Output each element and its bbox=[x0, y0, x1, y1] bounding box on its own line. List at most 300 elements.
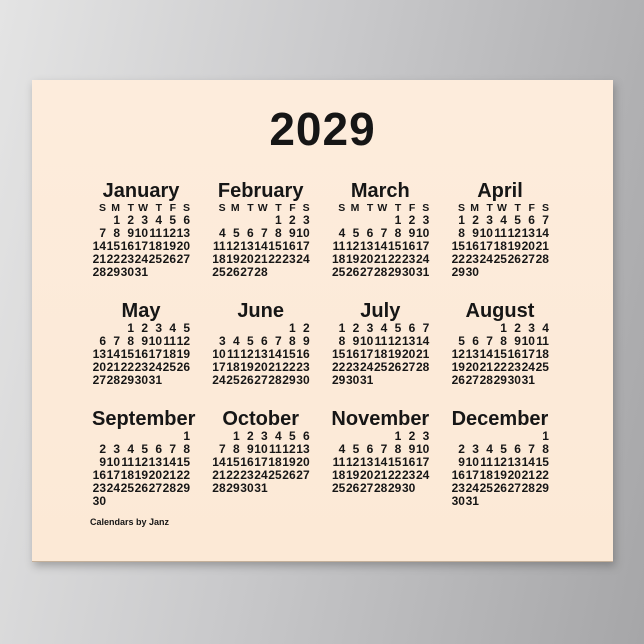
day-cell: 4 bbox=[380, 321, 388, 335]
empty-day-cell bbox=[415, 374, 429, 387]
day-cell: 10 bbox=[296, 226, 310, 240]
day-cell: 12 bbox=[507, 226, 521, 240]
day-cell: 27 bbox=[296, 468, 310, 482]
day-cell: 14 bbox=[212, 455, 226, 469]
day-cell: 28 bbox=[106, 373, 120, 387]
day-cell: 10 bbox=[148, 334, 162, 348]
day-cell: 22 bbox=[535, 468, 549, 482]
day-cell: 15 bbox=[282, 347, 296, 361]
day-cell: 18 bbox=[120, 468, 134, 482]
day-cell: 12 bbox=[134, 455, 148, 469]
day-cell: 13 bbox=[465, 347, 479, 361]
day-cell: 30 bbox=[451, 494, 465, 508]
day-cell: 10 bbox=[479, 226, 493, 240]
day-cell: 11 bbox=[332, 455, 346, 469]
day-cell: 30 bbox=[120, 265, 134, 279]
day-cell: 16 bbox=[282, 239, 296, 253]
day-cell: 7 bbox=[113, 334, 120, 348]
day-cell: 15 bbox=[120, 347, 134, 361]
day-cell: 13 bbox=[296, 442, 310, 456]
day-cell: 28 bbox=[212, 481, 226, 495]
day-cell: 9 bbox=[302, 334, 310, 348]
day-cell: 19 bbox=[451, 360, 465, 374]
day-cell: 31 bbox=[359, 373, 374, 387]
weekday-letter: T bbox=[394, 202, 402, 214]
day-cell: 20 bbox=[521, 239, 535, 253]
empty-day-cell bbox=[176, 374, 190, 387]
empty-day-cell bbox=[268, 482, 282, 495]
day-cell: 19 bbox=[345, 252, 360, 266]
day-cell: 16 bbox=[401, 455, 416, 469]
weekday-letter: S bbox=[302, 202, 310, 214]
day-cell: 7 bbox=[542, 213, 549, 227]
day-cell: 6 bbox=[514, 442, 521, 456]
day-cell: 4 bbox=[500, 213, 507, 227]
day-cell: 13 bbox=[401, 334, 416, 348]
months-grid bbox=[32, 180, 613, 508]
day-cell: 14 bbox=[268, 347, 282, 361]
day-cell: 28 bbox=[479, 373, 493, 387]
empty-day-cell bbox=[493, 495, 507, 508]
day-cell: 25 bbox=[226, 373, 240, 387]
day-cell: 16 bbox=[345, 347, 360, 361]
day-cell: 23 bbox=[92, 481, 106, 495]
day-cell: 21 bbox=[415, 347, 430, 361]
day-cell: 14 bbox=[92, 239, 106, 253]
empty-day-cell bbox=[176, 266, 190, 279]
day-cell: 24 bbox=[254, 468, 268, 482]
day-cell: 12 bbox=[387, 334, 402, 348]
day-cell: 3 bbox=[422, 213, 430, 227]
year-title: 2029 bbox=[269, 103, 376, 155]
day-cell: 5 bbox=[183, 321, 190, 335]
day-cell: 4 bbox=[486, 442, 493, 456]
empty-day-cell bbox=[162, 374, 176, 387]
day-cell: 2 bbox=[288, 213, 296, 227]
day-cell: 8 bbox=[394, 442, 402, 456]
day-cell: 29 bbox=[120, 373, 134, 387]
day-cell: 27 bbox=[507, 481, 521, 495]
day-cell: 18 bbox=[479, 468, 493, 482]
day-cell: 30 bbox=[134, 373, 148, 387]
day-cell: 29 bbox=[331, 373, 346, 387]
day-cell: 22 bbox=[451, 252, 465, 266]
day-cell: 14 bbox=[535, 226, 549, 240]
day-cell: 27 bbox=[465, 373, 479, 387]
day-cell: 30 bbox=[240, 481, 254, 495]
day-cell: 13 bbox=[507, 455, 521, 469]
day-cell: 24 bbox=[148, 360, 162, 374]
empty-day-cell bbox=[106, 495, 120, 508]
day-cell: 6 bbox=[246, 226, 254, 240]
calendar-poster bbox=[32, 80, 613, 562]
day-cell: 25 bbox=[373, 360, 388, 374]
day-cell: 3 bbox=[113, 442, 120, 456]
day-cell: 1 bbox=[338, 321, 346, 335]
day-cell: 12 bbox=[493, 455, 507, 469]
day-cell: 24 bbox=[106, 481, 120, 495]
day-cell: 21 bbox=[212, 468, 226, 482]
day-cell: 29 bbox=[387, 481, 402, 495]
empty-day-cell bbox=[134, 495, 148, 508]
day-cell: 15 bbox=[106, 239, 120, 253]
day-cell: 27 bbox=[401, 360, 416, 374]
weekday-letter: S bbox=[541, 202, 549, 214]
day-cell: 24 bbox=[415, 468, 430, 482]
day-cell: 13 bbox=[240, 239, 254, 253]
week-row bbox=[212, 266, 310, 279]
weekday-letter: M bbox=[230, 202, 240, 214]
week-row bbox=[451, 495, 549, 508]
empty-day-cell bbox=[493, 266, 507, 279]
day-cell: 6 bbox=[366, 442, 374, 456]
day-cell: 10 bbox=[465, 455, 479, 469]
day-cell: 10 bbox=[254, 442, 268, 456]
day-cell: 25 bbox=[331, 265, 346, 279]
day-cell: 3 bbox=[422, 429, 430, 443]
day-cell: 26 bbox=[134, 481, 148, 495]
month-title: March bbox=[350, 180, 410, 202]
day-cell: 30 bbox=[92, 494, 106, 508]
month-title: February bbox=[217, 180, 304, 202]
day-cell: 2 bbox=[302, 321, 310, 335]
week-row bbox=[331, 482, 429, 495]
day-cell: 23 bbox=[345, 360, 360, 374]
day-cell: 12 bbox=[162, 226, 176, 240]
day-cell: 29 bbox=[176, 481, 190, 495]
day-cell: 19 bbox=[176, 347, 190, 361]
day-cell: 2 bbox=[472, 213, 479, 227]
day-cell: 15 bbox=[387, 455, 402, 469]
day-cell: 25 bbox=[148, 252, 162, 266]
day-cell: 20 bbox=[92, 360, 106, 374]
day-cell: 13 bbox=[92, 347, 106, 361]
day-cell: 2 bbox=[141, 321, 148, 335]
day-cell: 13 bbox=[359, 455, 374, 469]
weekday-letter: M bbox=[350, 202, 360, 214]
day-cell: 17 bbox=[479, 239, 493, 253]
day-cell: 4 bbox=[338, 442, 346, 456]
day-cell: 12 bbox=[451, 347, 465, 361]
day-cell: 26 bbox=[345, 481, 360, 495]
day-cell: 9 bbox=[408, 226, 416, 240]
day-cell: 22 bbox=[120, 360, 134, 374]
day-cell: 22 bbox=[387, 252, 402, 266]
day-cell: 10 bbox=[106, 455, 120, 469]
day-cell: 16 bbox=[451, 468, 465, 482]
day-cell: 4 bbox=[218, 226, 226, 240]
empty-day-cell bbox=[507, 266, 521, 279]
empty-day-cell bbox=[282, 266, 296, 279]
day-cell: 1 bbox=[288, 321, 296, 335]
weekday-letter: S bbox=[218, 202, 226, 214]
day-cell: 25 bbox=[120, 481, 134, 495]
day-cell: 9 bbox=[141, 334, 148, 348]
month-title: November bbox=[331, 408, 430, 430]
month-block bbox=[212, 180, 310, 279]
day-cell: 8 bbox=[274, 226, 282, 240]
empty-day-cell bbox=[479, 266, 493, 279]
day-cell: 7 bbox=[218, 442, 226, 456]
day-cell: 9 bbox=[514, 334, 521, 348]
day-cell: 11 bbox=[212, 239, 226, 253]
weekday-letter: W bbox=[138, 202, 148, 214]
day-cell: 24 bbox=[465, 481, 479, 495]
week-row bbox=[92, 266, 190, 279]
day-cell: 24 bbox=[359, 360, 374, 374]
weekday-letter: T bbox=[155, 202, 162, 214]
day-cell: 7 bbox=[380, 442, 388, 456]
day-cell: 17 bbox=[134, 239, 148, 253]
day-cell: 6 bbox=[302, 429, 310, 443]
week-row bbox=[331, 374, 429, 387]
day-cell: 19 bbox=[507, 239, 521, 253]
day-cell: 12 bbox=[345, 455, 360, 469]
day-cell: 21 bbox=[162, 468, 176, 482]
day-cell: 23 bbox=[120, 252, 134, 266]
weekday-letter: W bbox=[257, 202, 268, 214]
day-cell: 19 bbox=[282, 455, 296, 469]
day-cell: 8 bbox=[394, 226, 402, 240]
day-cell: 19 bbox=[387, 347, 402, 361]
day-cell: 13 bbox=[176, 226, 190, 240]
day-cell: 25 bbox=[479, 481, 493, 495]
day-cell: 20 bbox=[296, 455, 310, 469]
day-cell: 1 bbox=[394, 429, 402, 443]
day-cell: 28 bbox=[373, 481, 388, 495]
week-row bbox=[451, 266, 549, 279]
day-cell: 24 bbox=[521, 360, 535, 374]
day-cell: 3 bbox=[366, 321, 374, 335]
day-cell: 22 bbox=[176, 468, 190, 482]
day-cell: 24 bbox=[479, 252, 493, 266]
day-cell: 16 bbox=[92, 468, 106, 482]
month-block bbox=[92, 408, 196, 508]
day-cell: 11 bbox=[494, 226, 507, 240]
day-cell: 23 bbox=[401, 252, 416, 266]
day-cell: 17 bbox=[465, 468, 479, 482]
day-cell: 23 bbox=[296, 360, 310, 374]
day-cell: 26 bbox=[176, 360, 190, 374]
day-cell: 22 bbox=[387, 468, 402, 482]
day-cell: 8 bbox=[232, 442, 240, 456]
day-cell: 9 bbox=[458, 455, 465, 469]
day-cell: 19 bbox=[345, 468, 360, 482]
day-cell: 14 bbox=[373, 239, 388, 253]
day-cell: 18 bbox=[331, 468, 346, 482]
day-cell: 16 bbox=[507, 347, 521, 361]
empty-day-cell bbox=[176, 495, 190, 508]
day-cell: 7 bbox=[422, 321, 430, 335]
day-cell: 7 bbox=[528, 442, 535, 456]
day-cell: 13 bbox=[148, 455, 162, 469]
day-cell: 14 bbox=[373, 455, 388, 469]
day-cell: 21 bbox=[92, 252, 106, 266]
empty-day-cell bbox=[296, 482, 310, 495]
day-cell: 1 bbox=[500, 321, 507, 335]
day-cell: 25 bbox=[162, 360, 176, 374]
day-cell: 1 bbox=[394, 213, 402, 227]
weekday-letter: M bbox=[111, 202, 120, 214]
day-cell: 11 bbox=[121, 455, 134, 469]
day-cell: 4 bbox=[232, 334, 240, 348]
day-cell: 20 bbox=[401, 347, 416, 361]
day-cell: 22 bbox=[331, 360, 346, 374]
day-cell: 10 bbox=[134, 226, 148, 240]
day-cell: 12 bbox=[226, 239, 240, 253]
day-cell: 6 bbox=[183, 213, 190, 227]
day-cell: 20 bbox=[465, 360, 479, 374]
weekday-letter: T bbox=[514, 202, 521, 214]
day-cell: 31 bbox=[148, 373, 162, 387]
day-cell: 7 bbox=[169, 442, 176, 456]
weekday-letter: W bbox=[497, 202, 507, 214]
day-cell: 21 bbox=[268, 360, 282, 374]
weekday-letter: S bbox=[422, 202, 430, 214]
week-row bbox=[92, 495, 190, 508]
day-cell: 30 bbox=[296, 373, 310, 387]
day-cell: 16 bbox=[296, 347, 310, 361]
day-cell: 11 bbox=[536, 334, 549, 348]
day-cell: 14 bbox=[479, 347, 493, 361]
day-cell: 17 bbox=[148, 347, 162, 361]
day-cell: 12 bbox=[240, 347, 254, 361]
day-cell: 16 bbox=[465, 239, 479, 253]
day-cell: 26 bbox=[345, 265, 360, 279]
day-cell: 9 bbox=[99, 455, 106, 469]
day-cell: 20 bbox=[507, 468, 521, 482]
day-cell: 11 bbox=[332, 239, 346, 253]
day-cell: 9 bbox=[408, 442, 416, 456]
weekday-letter: F bbox=[408, 202, 416, 214]
day-cell: 25 bbox=[212, 265, 226, 279]
day-cell: 10 bbox=[212, 347, 226, 361]
day-cell: 31 bbox=[521, 373, 535, 387]
day-cell: 8 bbox=[542, 442, 549, 456]
day-cell: 21 bbox=[535, 239, 549, 253]
month-title: September bbox=[92, 408, 196, 430]
weekday-letter: S bbox=[98, 202, 106, 214]
day-cell: 23 bbox=[507, 360, 521, 374]
day-cell: 20 bbox=[176, 239, 190, 253]
day-cell: 19 bbox=[162, 239, 176, 253]
day-cell: 11 bbox=[374, 334, 388, 348]
day-cell: 29 bbox=[387, 265, 402, 279]
day-cell: 22 bbox=[493, 360, 507, 374]
day-cell: 20 bbox=[240, 252, 254, 266]
month-title: December bbox=[451, 408, 549, 430]
day-cell: 18 bbox=[493, 239, 507, 253]
week-row bbox=[212, 374, 310, 387]
day-cell: 12 bbox=[176, 334, 190, 348]
day-cell: 9 bbox=[246, 442, 254, 456]
day-cell: 22 bbox=[268, 252, 282, 266]
day-cell: 25 bbox=[268, 468, 282, 482]
empty-day-cell bbox=[535, 374, 549, 387]
day-cell: 29 bbox=[282, 373, 296, 387]
day-cell: 21 bbox=[106, 360, 120, 374]
day-cell: 15 bbox=[176, 455, 190, 469]
day-cell: 29 bbox=[451, 265, 465, 279]
day-cell: 10 bbox=[415, 226, 430, 240]
day-cell: 5 bbox=[352, 226, 360, 240]
empty-day-cell bbox=[148, 495, 162, 508]
day-cell: 6 bbox=[472, 334, 479, 348]
day-cell: 4 bbox=[155, 213, 162, 227]
day-cell: 5 bbox=[169, 213, 176, 227]
day-cell: 23 bbox=[465, 252, 479, 266]
month-block bbox=[212, 408, 310, 508]
day-cell: 6 bbox=[155, 442, 162, 456]
empty-day-cell bbox=[521, 495, 535, 508]
week-row bbox=[451, 374, 549, 387]
day-cell: 17 bbox=[106, 468, 120, 482]
day-cell: 7 bbox=[260, 226, 268, 240]
empty-day-cell bbox=[521, 266, 535, 279]
day-cell: 24 bbox=[134, 252, 148, 266]
day-cell: 30 bbox=[401, 265, 416, 279]
empty-day-cell bbox=[507, 495, 521, 508]
month-title: October bbox=[222, 408, 299, 430]
day-cell: 8 bbox=[183, 442, 190, 456]
day-cell: 10 bbox=[521, 334, 535, 348]
day-cell: 2 bbox=[408, 429, 416, 443]
weekday-letter: S bbox=[338, 202, 346, 214]
day-cell: 17 bbox=[254, 455, 268, 469]
day-cell: 26 bbox=[162, 252, 176, 266]
day-cell: 7 bbox=[380, 226, 388, 240]
weekday-letter: T bbox=[127, 202, 134, 214]
day-cell: 9 bbox=[127, 226, 134, 240]
day-cell: 24 bbox=[212, 373, 226, 387]
day-cell: 26 bbox=[493, 481, 507, 495]
day-cell: 9 bbox=[352, 334, 360, 348]
day-cell: 5 bbox=[458, 334, 465, 348]
credit-text: Calendars by Janz bbox=[90, 517, 170, 527]
empty-day-cell bbox=[535, 266, 549, 279]
day-cell: 12 bbox=[282, 442, 296, 456]
day-cell: 10 bbox=[415, 442, 430, 456]
day-cell: 14 bbox=[415, 334, 430, 348]
month-title: April bbox=[477, 180, 523, 202]
day-cell: 31 bbox=[254, 481, 268, 495]
day-cell: 7 bbox=[486, 334, 493, 348]
month-block bbox=[331, 300, 429, 387]
day-cell: 27 bbox=[254, 373, 268, 387]
day-cell: 21 bbox=[254, 252, 268, 266]
day-cell: 28 bbox=[373, 265, 388, 279]
day-cell: 24 bbox=[415, 252, 430, 266]
day-cell: 27 bbox=[92, 373, 106, 387]
day-cell: 1 bbox=[113, 213, 120, 227]
weekday-letter: S bbox=[182, 202, 190, 214]
day-cell: 23 bbox=[134, 360, 148, 374]
empty-day-cell bbox=[120, 495, 134, 508]
empty-day-cell bbox=[535, 495, 549, 508]
day-cell: 22 bbox=[282, 360, 296, 374]
day-cell: 8 bbox=[458, 226, 465, 240]
day-cell: 29 bbox=[493, 373, 507, 387]
day-cell: 28 bbox=[521, 481, 535, 495]
day-cell: 18 bbox=[212, 252, 226, 266]
day-cell: 5 bbox=[500, 442, 507, 456]
day-cell: 14 bbox=[106, 347, 120, 361]
day-cell: 14 bbox=[254, 239, 268, 253]
day-cell: 30 bbox=[507, 373, 521, 387]
empty-day-cell bbox=[296, 266, 310, 279]
day-cell: 20 bbox=[254, 360, 268, 374]
day-cell: 4 bbox=[274, 429, 282, 443]
